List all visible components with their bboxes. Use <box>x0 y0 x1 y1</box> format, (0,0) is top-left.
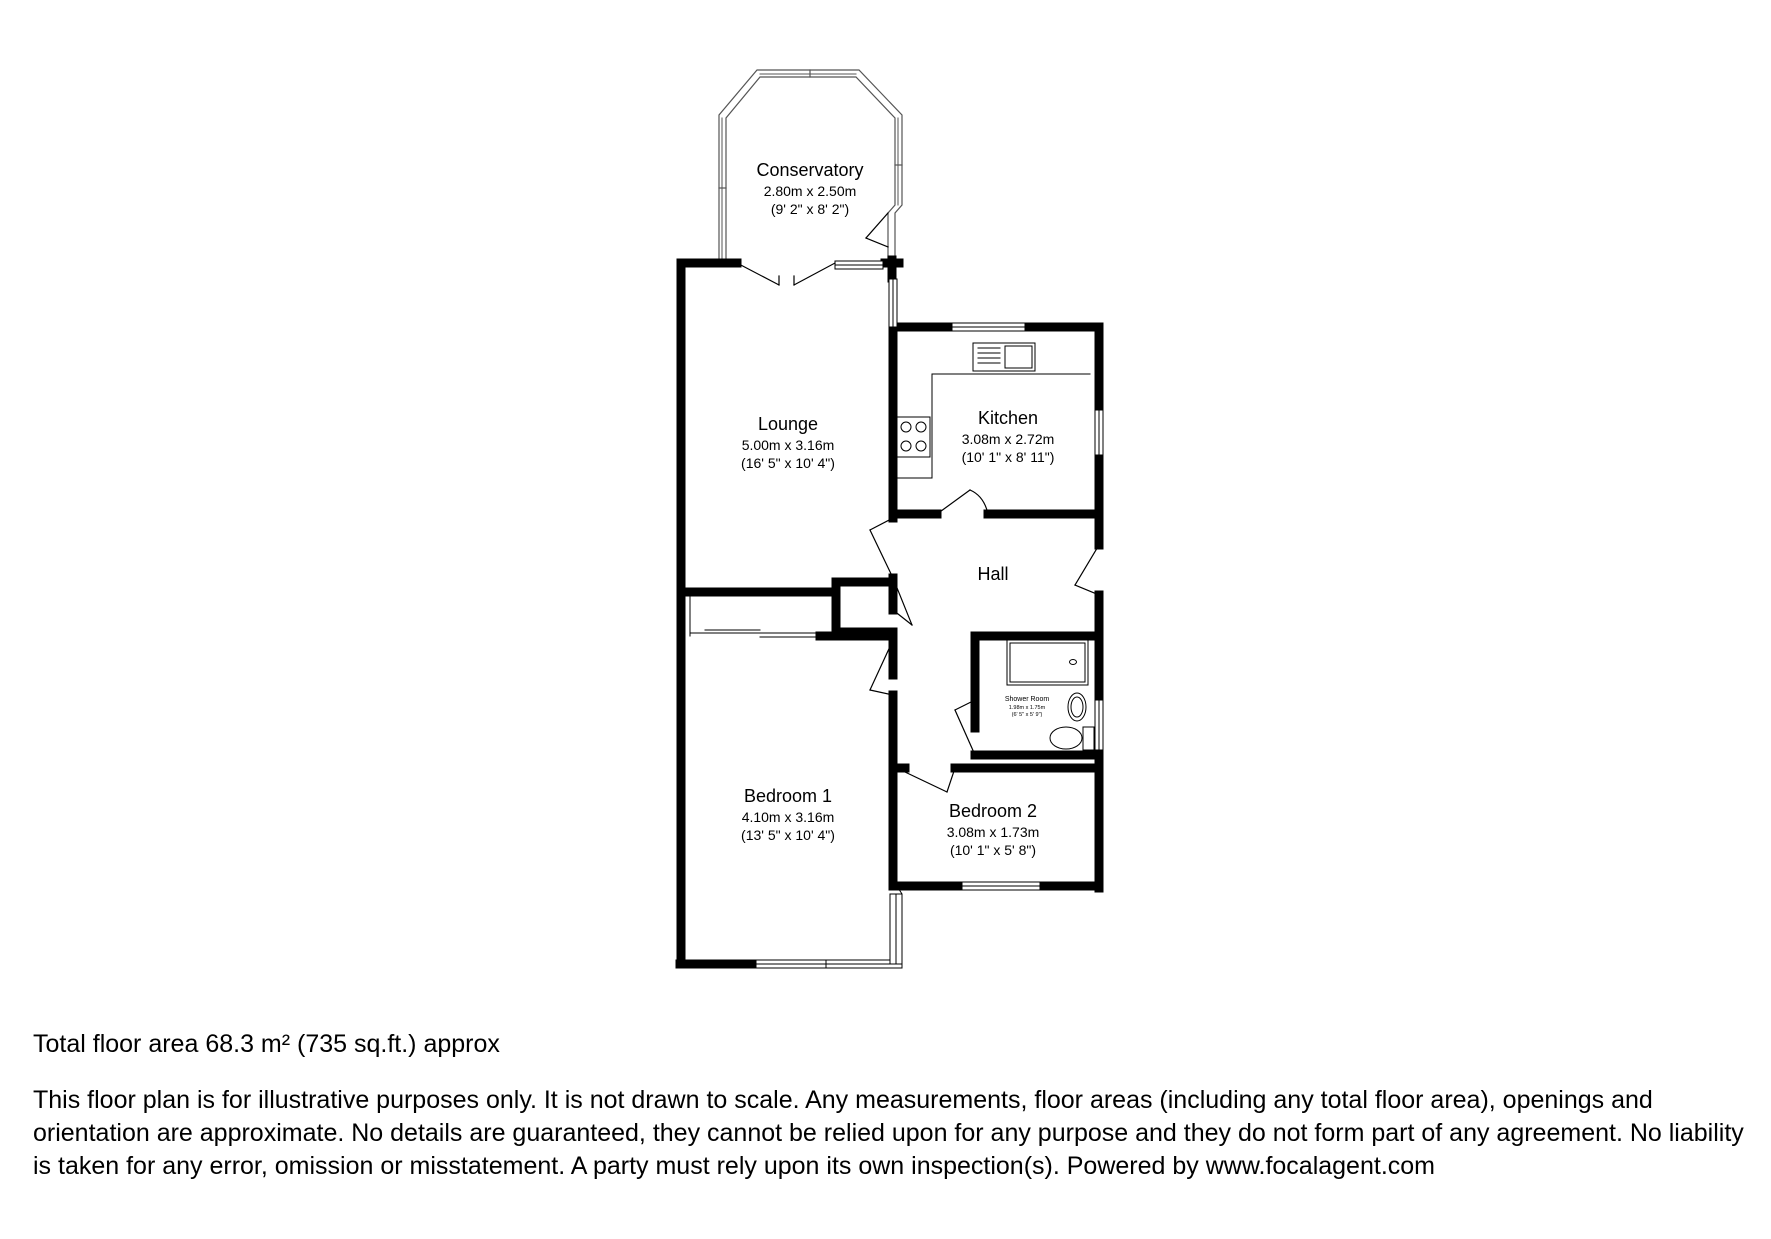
label-conservatory <box>756 160 863 217</box>
sink-icon <box>973 343 1035 371</box>
room-imperial: (6' 5" x 5' 9") <box>1011 712 1043 718</box>
room-metric: 2.80m x 2.50m <box>763 183 857 199</box>
room-metric: 5.00m x 3.16m <box>741 437 835 453</box>
walls <box>680 260 1099 964</box>
hob-icon <box>897 417 930 457</box>
room-imperial: (16' 5" x 10' 4") <box>741 455 835 471</box>
label-bedroom2 <box>947 801 1040 858</box>
room-imperial: (10' 1" x 5' 8") <box>949 842 1037 858</box>
room-name: Bedroom 1 <box>743 786 833 806</box>
room-name: Bedroom 2 <box>948 801 1038 821</box>
room-metric: 3.08m x 1.73m <box>946 824 1040 840</box>
disclaimer-text: This floor plan is for illustrative purposes only. It is not drawn to scale. Any measurements, floor areas (including any total floor area), openings and orientation are approximate. No details are guaranteed, they cannot be relied upon for any purpose and they do not form part of any agreement. No liability is taken for any error, omission or misstatement. A party must rely upon its own inspection(s). Powered by www.focalagent.com <box>33 1086 1744 1180</box>
shower-tray-icon <box>1007 640 1088 685</box>
room-name: Kitchen <box>977 408 1039 428</box>
room-imperial: (13' 5" x 10' 4") <box>741 827 835 843</box>
label-hall <box>977 564 1008 584</box>
label-lounge <box>741 414 835 471</box>
room-metric: 1.98m x 1.75m <box>1008 705 1046 711</box>
room-metric: 4.10m x 3.16m <box>741 809 835 825</box>
room-name: Shower Room <box>1004 696 1050 703</box>
label-bedroom1 <box>741 786 835 843</box>
room-metric: 3.08m x 2.72m <box>961 431 1055 447</box>
room-name: Conservatory <box>756 160 864 180</box>
room-name: Lounge <box>757 414 819 434</box>
shower-fittings <box>1004 640 1094 750</box>
toilet-icon <box>1050 727 1082 749</box>
label-shower-room <box>1005 696 1050 718</box>
room-name: Hall <box>977 564 1009 584</box>
total-floor-area: Total floor area 68.3 m² (735 sq.ft.) approx <box>33 1030 500 1058</box>
label-kitchen <box>962 408 1055 465</box>
room-imperial: (10' 1" x 8' 11") <box>961 449 1055 465</box>
room-imperial: (9' 2" x 8' 2") <box>770 201 850 217</box>
